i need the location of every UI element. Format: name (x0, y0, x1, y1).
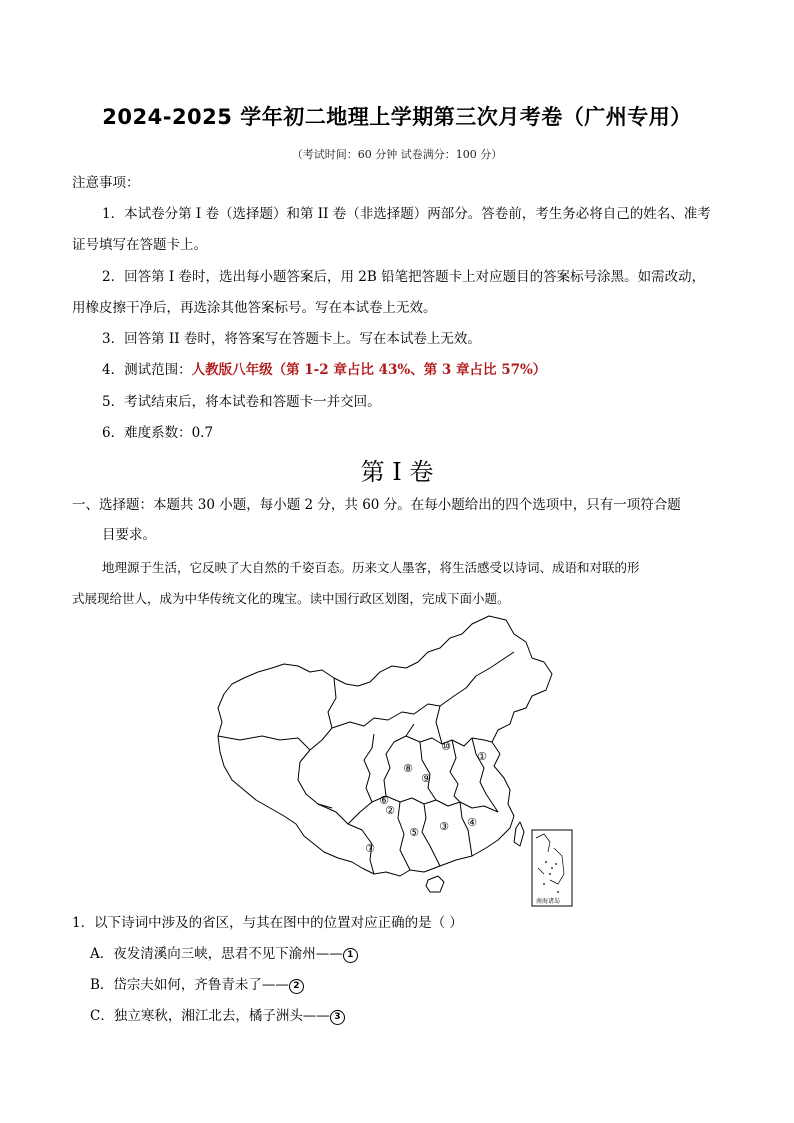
province-line (450, 740, 460, 802)
exam-meta: （考试时间：60 分钟 试卷满分：100 分） (291, 148, 503, 161)
inset-label: 南海诸岛 (536, 898, 561, 905)
province-marker-1: ① (477, 750, 487, 763)
option-b-text: B．岱宗夫如何，齐鲁青未了—— (90, 977, 289, 993)
question-1-option-c[interactable] (90, 1005, 345, 1027)
province-marker-9: ⑨ (421, 772, 431, 785)
notice-item-1: 1．本试卷分第 I 卷（选择题）和第 II 卷（非选择题）两部分。答卷前，考生务必将自己的姓名、准考 (102, 206, 711, 222)
option-c-mark: 3 (330, 1010, 345, 1025)
province-line (364, 734, 374, 802)
option-b-mark: 2 (289, 979, 304, 994)
province-marker-6: ⑥ (379, 794, 389, 807)
notice-item-3: 3．回答第 II 卷时，将答案写在答题卡上。写在本试卷上无效。 (102, 331, 481, 347)
province-marker-4: ④ (467, 816, 477, 829)
province-line (332, 652, 514, 728)
option-c-text: C．独立寒秋，湘江北去，橘子洲头—— (90, 1008, 330, 1024)
notice-item-6: 6．难度系数：0.7 (102, 425, 214, 441)
province-line (420, 742, 436, 800)
province-marker-10: ⑩ (441, 740, 451, 753)
question-1-option-b[interactable] (90, 974, 304, 996)
province-line (436, 706, 442, 744)
province-line (318, 804, 374, 874)
option-a-mark: 1 (343, 948, 358, 963)
notice-item-2-cont: 用橡皮擦干净后，再选涂其他答案标号。写在本试卷上无效。 (72, 300, 437, 316)
map-outline (218, 616, 552, 876)
passage: 地理源于生活，它反映了大自然的千姿百态。历来文人墨客，将生活感受以诗词、成语和对联的形 (102, 560, 640, 575)
province-marker-3: ③ (439, 820, 449, 833)
section-instruction: 一、选择题：本题共 30 小题，每小题 2 分，共 60 分。在每小题给出的四个选项中，只有一项符合题 (72, 497, 681, 513)
question-1-stem: 1．以下诗词中涉及的省区，与其在图中的位置对应正确的是（ ） (72, 915, 463, 931)
section-title: 第 I 卷 (360, 458, 434, 486)
question-1-option-a[interactable] (90, 943, 358, 965)
notice-item-1-cont: 证号填写在答题卡上。 (72, 237, 207, 253)
province-line (422, 804, 440, 866)
province-marker-2: ② (385, 804, 395, 817)
taiwan-island (514, 822, 524, 846)
passage-cont: 式展现给世人，成为中华传统文化的瑰宝。读中国行政区划图，完成下面小题。 (72, 591, 510, 606)
province-marker-7: ⑦ (365, 842, 375, 855)
china-map (214, 612, 574, 908)
notice-item-4-prefix: 4．测试范围： (102, 362, 192, 378)
notice-item-2: 2．回答第 I 卷时，选出每小题答案后，用 2B 铅笔把答题卡上对应题目的答案标号涂黑。如需改动， (102, 269, 706, 285)
test-range: 人教版八年级（第 1-2 章占比 43%、第 3 章占比 57%） (191, 362, 547, 378)
page-title: 2024-2025 学年初二地理上学期第三次月考卷（广州专用） (102, 105, 692, 129)
province-marker-8: ⑧ (403, 762, 413, 775)
notice-item-4 (102, 359, 546, 381)
notice-heading: 注意事项： (72, 175, 140, 191)
notice-item-5: 5．考试结束后，将本试卷和答题卡一并交回。 (102, 394, 381, 410)
province-marker-5: ⑤ (409, 826, 419, 839)
province-line (460, 802, 472, 856)
section-instruction-cont: 目要求。 (102, 527, 156, 543)
hainan-island (426, 876, 444, 892)
province-line (384, 724, 414, 796)
option-a-text: A．夜发清溪向三峡，思君不见下渝州—— (90, 946, 343, 962)
province-line (218, 736, 310, 750)
